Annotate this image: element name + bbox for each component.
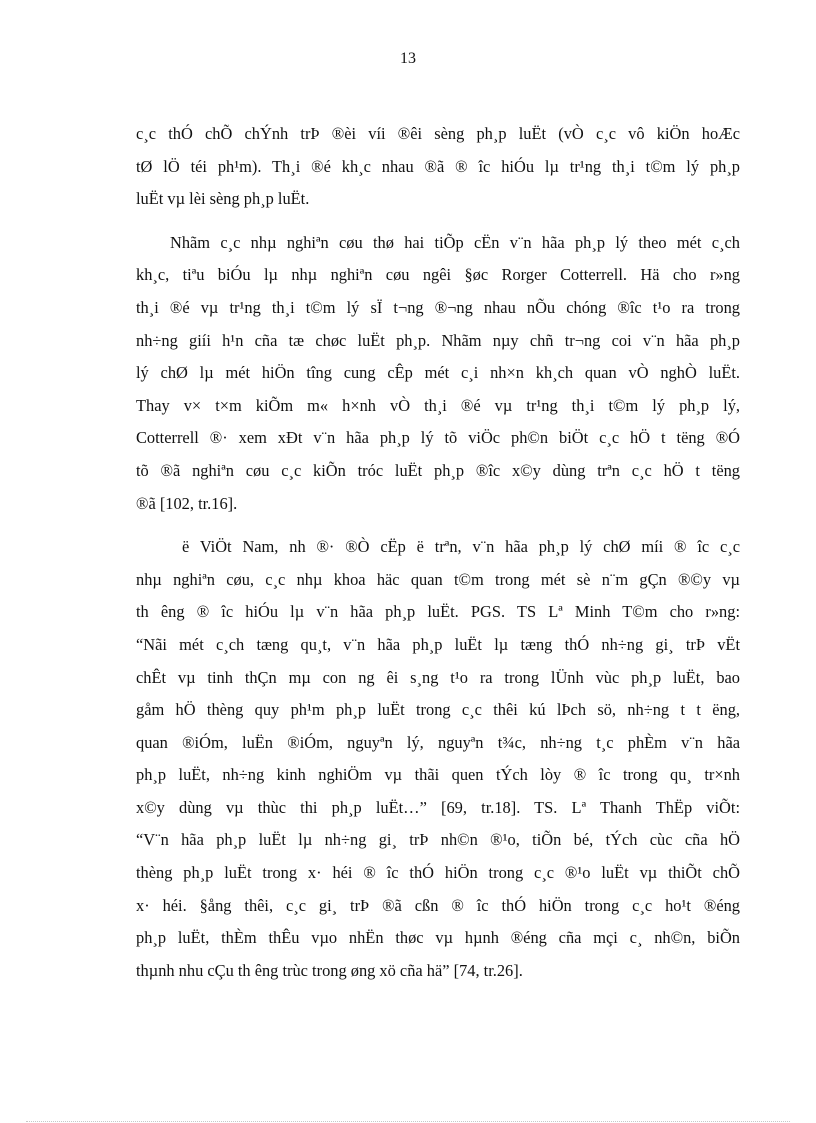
text-line: nh÷ng giíi h¹n cña tæ chøc luËt ph¸p. Nhãm nµy chñ tr¬ng coi v¨n hãa ph¸p <box>136 330 740 350</box>
text-line: “Nãi mét c¸ch tæng qu¸t, v¨n hãa ph¸p luËt lµ tæng thÓ nh÷ng gi¸ trÞ vËt <box>136 634 740 654</box>
text-line: ®ã [102, tr.16]. <box>136 493 238 513</box>
paragraph-1 <box>136 118 740 216</box>
text-line: c¸c thÓ chÕ chÝnh trÞ ®èi víi ®êi sèng ph¸p luËt (vÒ c¸c vô kiÖn hoÆc <box>136 124 740 143</box>
text-line: x©y dùng vµ thùc thi ph¸p luËt…” [69, tr.18]. TS. Lª Thanh ThËp viÕt: <box>136 797 740 817</box>
text-line: tØ lÖ téi ph¹m). Th¸i ®é kh¸c nhau ®ã ® îc hiÓu lµ tr¹ng th¸i t©m lý ph¸p <box>136 156 740 176</box>
text-line: tõ ®ã nghiªn cøu c¸c kiÕn tróc luËt ph¸p ®îc x©y dùng trªn c¸c hÖ t tëng <box>136 460 740 480</box>
text-line: chÊt vµ tinh thÇn mµ con ng êi s¸ng t¹o ra trong lÜnh vùc ph¸p luËt, bao <box>136 667 740 687</box>
text-line: ë ViÖt Nam, nh ®· ®Ò cËp ë trªn, v¨n hãa ph¸p lý chØ míi ® îc c¸c <box>182 537 740 557</box>
text-line: luËt vµ lèi sèng ph¸p luËt. <box>136 189 310 209</box>
text-line: ph¸p luËt, nh÷ng kinh nghiÖm vµ thãi quen tÝch lòy ® îc trong qu¸ tr×nh <box>136 765 740 785</box>
text-line: ph¸p luËt, thÈm thÊu vµo nhËn thøc vµ hµnh ®éng cña mçi c¸ nh©n, biÕn <box>136 928 740 948</box>
text-line: x· héi. §ång thêi, c¸c gi¸ trÞ ®ã cßn ® îc thÓ hiÖn trong c¸c ho¹t ®éng <box>136 895 740 915</box>
text-line: th êng ® îc hiÓu lµ v¨n hãa ph¸p luËt. PGS. TS Lª Minh T©m cho r»ng: <box>136 602 740 622</box>
text-line: Cotterrell ®· xem xÐt v¨n hãa ph¸p lý tõ viÖc ph©n biÖt c¸c hÖ t tëng ®Ó <box>136 428 740 448</box>
text-line: kh¸c, tiªu biÓu lµ nhµ nghiªn cøu ngêi §øc Rorger Cotterrell. Hä cho r»ng <box>136 265 740 285</box>
text-line: “V¨n hãa ph¸p luËt lµ nh÷ng gi¸ trÞ nh©n ®¹o, tiÕn bé, tÝch cùc cña hÖ <box>136 830 740 850</box>
text-line: Thay v× t×m kiÕm m« h×nh vÒ th¸i ®é vµ tr¹ng th¸i t©m lý ph¸p lý, <box>136 395 740 415</box>
text-line: Nhãm c¸c nhµ nghiªn cøu thø hai tiÕp cËn v¨n hãa ph¸p lý theo mét c¸ch <box>170 232 740 252</box>
page-number: 13 <box>400 50 416 67</box>
text-line: thèng ph¸p luËt trong x· héi ® îc thÓ hiÖn trong c¸c ®¹o luËt vµ thiÕt chÕ <box>136 863 740 883</box>
text-line: quan ®iÓm, luËn ®iÓm, nguyªn lý, nguyªn t¾c, nh÷ng t¸c phÈm v¨n hãa <box>136 732 740 752</box>
paragraph-3 <box>136 531 740 987</box>
text-line: thµnh nhu cÇu th êng trùc trong øng xö cña hä” [74, tr.26]. <box>136 960 523 980</box>
text-line: nhµ nghiªn cøu, c¸c nhµ khoa häc quan t©m trong mét sè n¨m gÇn ®©y vµ <box>136 569 740 589</box>
paragraph-2 <box>136 227 740 520</box>
text-line: th¸i ®é vµ tr¹ng th¸i t©m lý sÏ t¬ng ®¬ng nhau nÕu chóng ®îc t¹o ra trong <box>136 297 740 317</box>
page-bottom-divider <box>26 1121 790 1122</box>
document-body <box>136 118 740 998</box>
text-line: lý chØ lµ mét hiÖn tîng cung cÊp mét c¸i nh×n kh¸ch quan vÒ nghÒ luËt. <box>136 363 740 383</box>
text-line: gåm hÖ thèng quy ph¹m ph¸p luËt trong c¸c thêi kú lÞch sö, nh÷ng t t ëng, <box>136 700 740 720</box>
